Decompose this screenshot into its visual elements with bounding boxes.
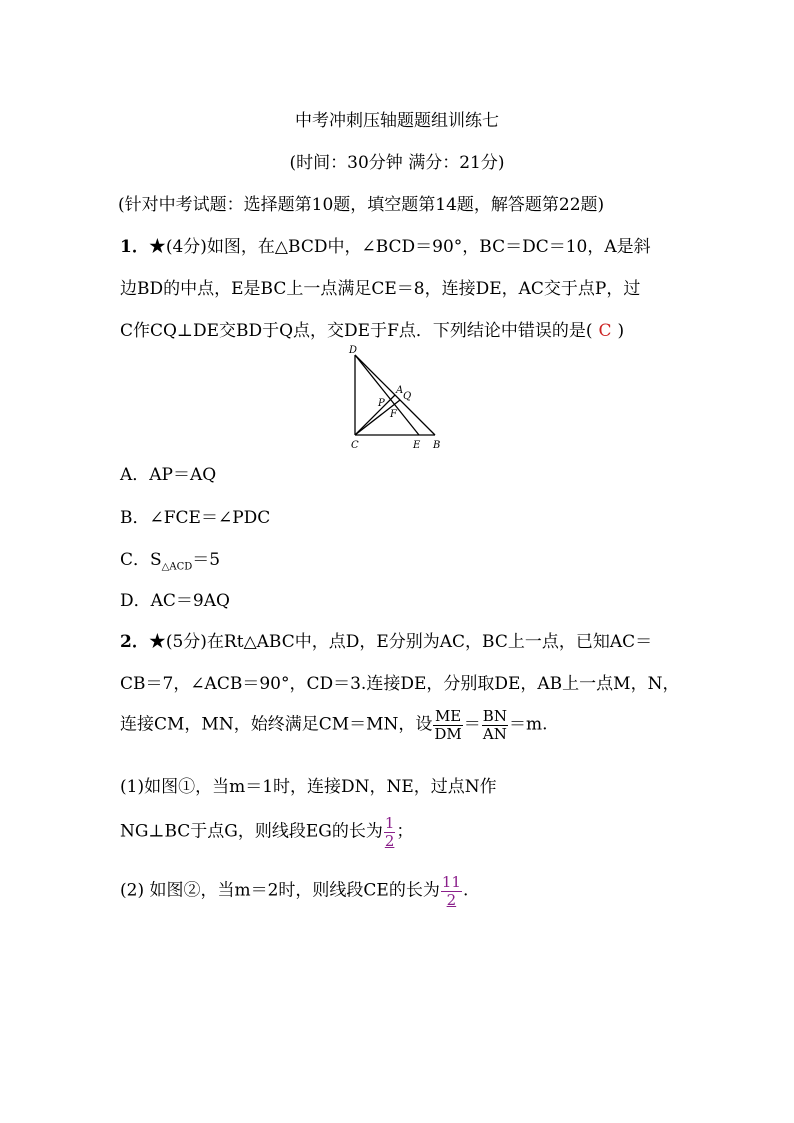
fraction-me-dm: $\frac{ME}{DM}$ <box>434 707 462 743</box>
q2-part1-line2: NG⊥BC于点G，则线段EG的长为 $\frac{1}{2}$ ； <box>120 814 414 850</box>
q2-score: (5分) <box>165 632 207 652</box>
q1-option-b: B．∠FCE＝∠PDC <box>120 508 271 528</box>
q1-text3: C作CQ⊥DE交BD于Q点，交DE于F点．下列结论中错误的是( <box>120 321 593 341</box>
label-E: E <box>413 440 421 451</box>
label-B: B <box>433 440 441 451</box>
q1-score: (4分) <box>165 237 207 257</box>
label-P: P <box>378 398 385 409</box>
label-A: A <box>396 385 404 396</box>
q2-text1: 在Rt△ABC中，点D，E分别为AC，BC上一点，已知AC＝ <box>206 632 653 652</box>
q2-part2: (2) 如图②，当m＝2时，则线段CE的长为 $\frac{11}{2}$ . <box>120 873 469 909</box>
q2-line1 <box>120 627 652 652</box>
q1-line1 <box>120 232 651 257</box>
q2-number: 2． <box>120 632 149 652</box>
q1-line2: 边BD的中点，E是BC上一点满足CE＝8，连接DE，AC交于点P，过 <box>120 279 641 299</box>
q2-part2-answer: $\frac{11}{2}$ <box>441 873 461 909</box>
exam-note: (针对中考试题：选择题第10题，填空题第14题，解答题第22题) <box>118 195 605 215</box>
page-title: 中考冲刺压轴题题组训练七 <box>295 111 499 131</box>
q1-number: 1． <box>120 237 149 257</box>
label-C: C <box>351 440 359 451</box>
fraction-bn-an: $\frac{BN}{AN}$ <box>482 707 507 743</box>
q1-option-a: A．AP＝AQ <box>120 465 217 485</box>
label-F: F <box>390 409 397 420</box>
label-D: D <box>349 345 358 356</box>
q2-part1-answer: $\frac{1}{2}$ <box>384 814 395 850</box>
q1-line3 <box>120 316 624 341</box>
q1-answer: C <box>598 321 612 341</box>
star-icon: ★ <box>148 237 166 257</box>
label-Q: Q <box>403 391 412 402</box>
q2-part1-line1: (1)如图①，当m＝1时，连接DN，NE，过点N作 <box>120 777 497 797</box>
q1-option-c: C．$S_{\triangle ACD}=5$ <box>120 550 221 573</box>
exam-info: (时间：30分钟 满分：21分) <box>289 153 505 173</box>
q1-option-d: D．AC＝9AQ <box>120 591 230 611</box>
q1-triangle-figure <box>345 345 445 453</box>
q1-close: ) <box>617 321 625 341</box>
star-icon: ★ <box>148 632 166 652</box>
q1-text1: 如图，在△BCD中，∠BCD＝90°，BC＝DC＝10，A是斜 <box>206 237 651 257</box>
q2-line3: 连接CM，MN，始终满足CM＝MN，设 $\frac{ME}{DM}$ ＝ $\frac{BN}{AN}$ ＝m. <box>120 707 548 743</box>
q2-line2: CB＝7，∠ACB＝90°，CD＝3.连接DE，分别取DE，AB上一点M，N， <box>120 674 680 694</box>
